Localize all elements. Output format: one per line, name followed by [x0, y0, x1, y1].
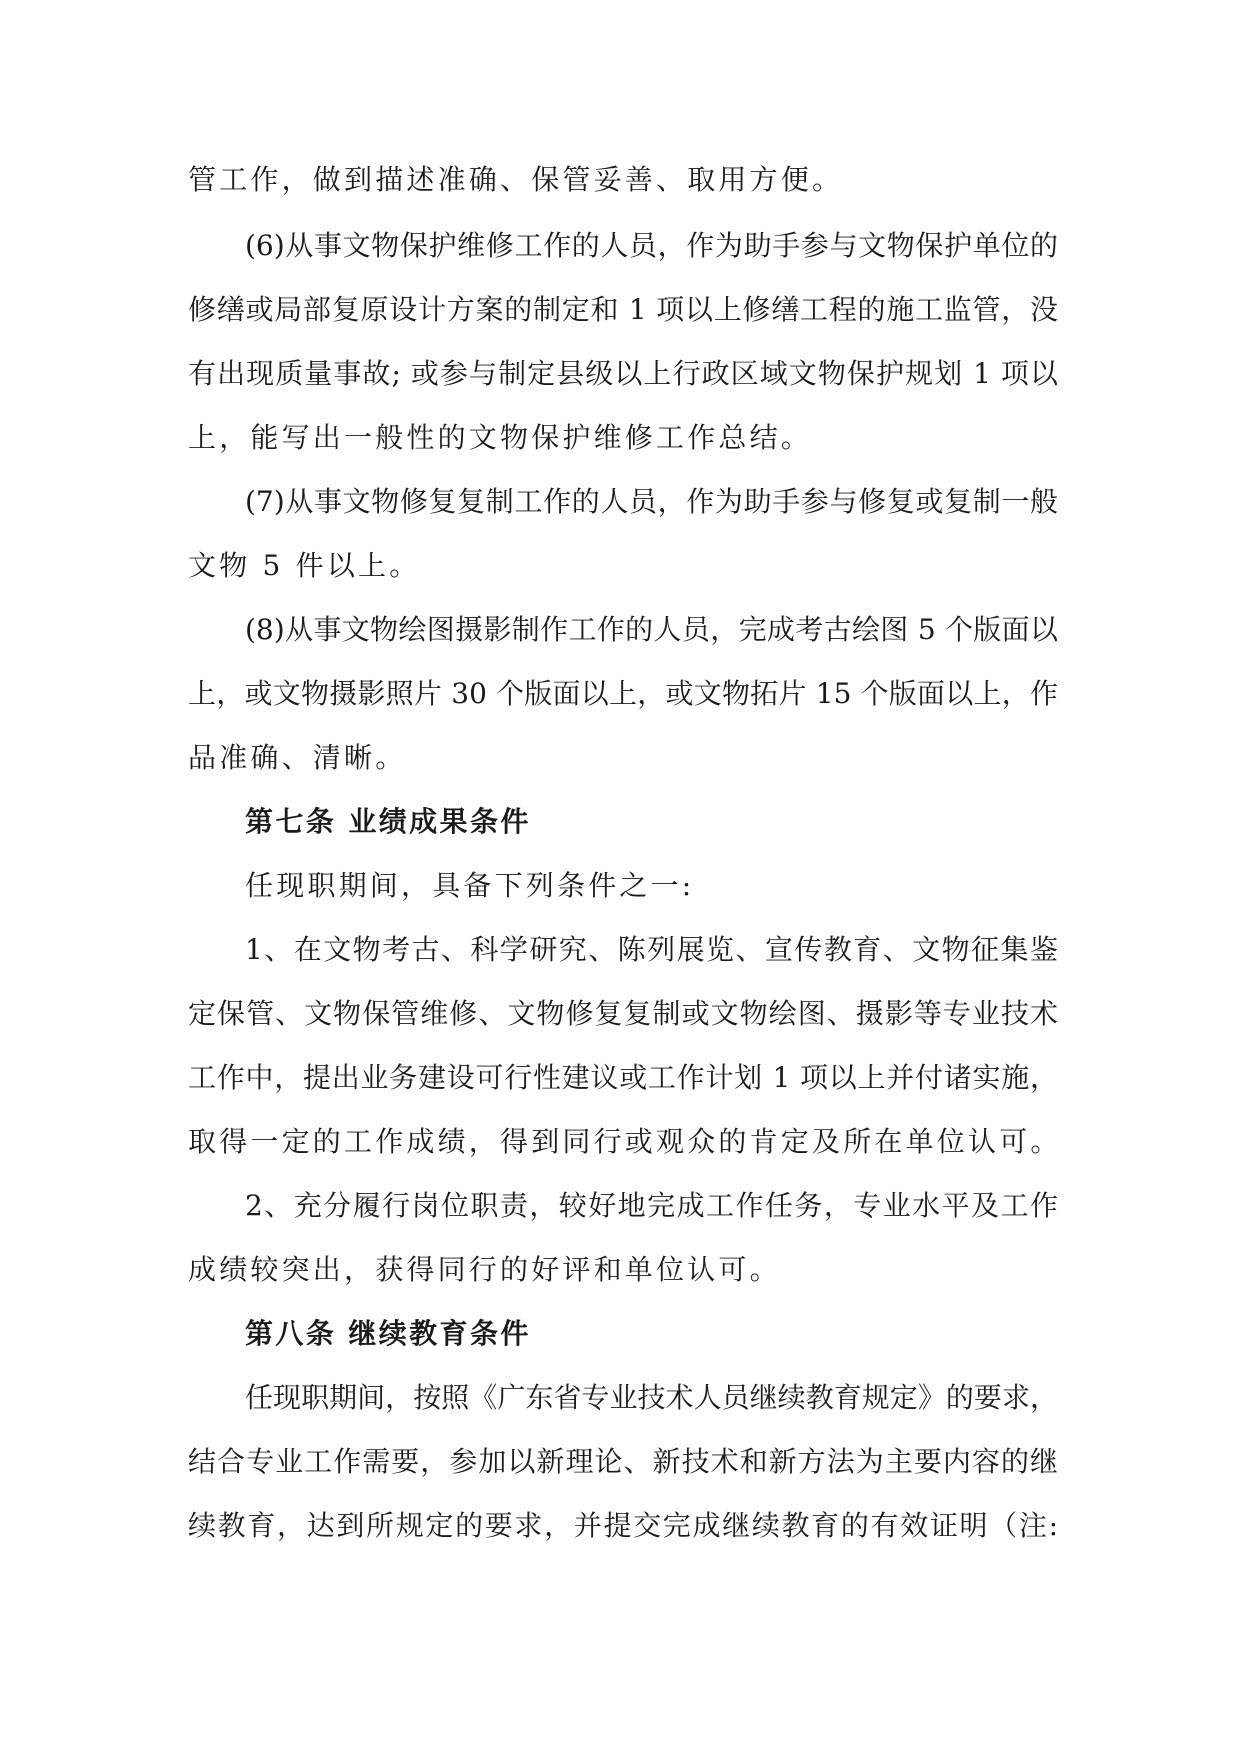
text-line: 修缮或局部复原设计方案的制定和 1 项以上修缮工程的施工监管，没	[188, 293, 1058, 326]
text-line: 1、在文物考古、科学研究、陈列展览、宣传教育、文物征集鉴	[245, 933, 1058, 966]
text-line: 文物 5 件以上。	[188, 549, 421, 582]
text-line: 任现职期间，具备下列条件之一:	[245, 869, 695, 902]
text-line: 有出现质量事故; 或参与制定县级以上行政区域文物保护规划 1 项以	[188, 357, 1058, 390]
section-heading: 第七条 业绩成果条件	[245, 805, 531, 838]
text-line: 定保管、文物保管维修、文物修复复制或文物绘图、摄影等专业技术	[188, 997, 1058, 1030]
text-line: (8)从事文物绘图摄影制作工作的人员，完成考古绘图 5 个版面以	[245, 613, 1058, 646]
text-line: 续教育，达到所规定的要求，并提交完成继续教育的有效证明（注:	[188, 1509, 1058, 1542]
text-line: 上，或文物摄影照片 30 个版面以上，或文物拓片 15 个版面以上，作	[188, 677, 1058, 710]
text-line: 取得一定的工作成绩，得到同行或观众的肯定及所在单位认可。	[188, 1125, 1062, 1158]
text-line: 任现职期间，按照《广东省专业技术人员继续教育规定》的要求，	[245, 1381, 1058, 1414]
text-line: (6)从事文物保护维修工作的人员，作为助手参与文物保护单位的	[245, 229, 1058, 262]
text-line: 2、充分履行岗位职责，较好地完成工作任务，专业水平及工作	[245, 1189, 1058, 1222]
text-line: 品准确、清晰。	[188, 741, 407, 774]
text-line: 成绩较突出，获得同行的好评和单位认可。	[188, 1253, 781, 1286]
text-line: 上，能写出一般性的文物保护维修工作总结。	[188, 421, 813, 454]
text-line: 管工作，做到描述准确、保管妥善、取用方便。	[188, 163, 844, 196]
text-line: 结合专业工作需要，参加以新理论、新技术和新方法为主要内容的继	[188, 1445, 1058, 1478]
text-line: 工作中，提出业务建设可行性建议或工作计划 1 项以上并付诸实施，	[188, 1061, 1058, 1094]
text-line: (7)从事文物修复复制工作的人员，作为助手参与修复或复制一般	[245, 485, 1058, 518]
section-heading: 第八条 继续教育条件	[245, 1317, 531, 1350]
